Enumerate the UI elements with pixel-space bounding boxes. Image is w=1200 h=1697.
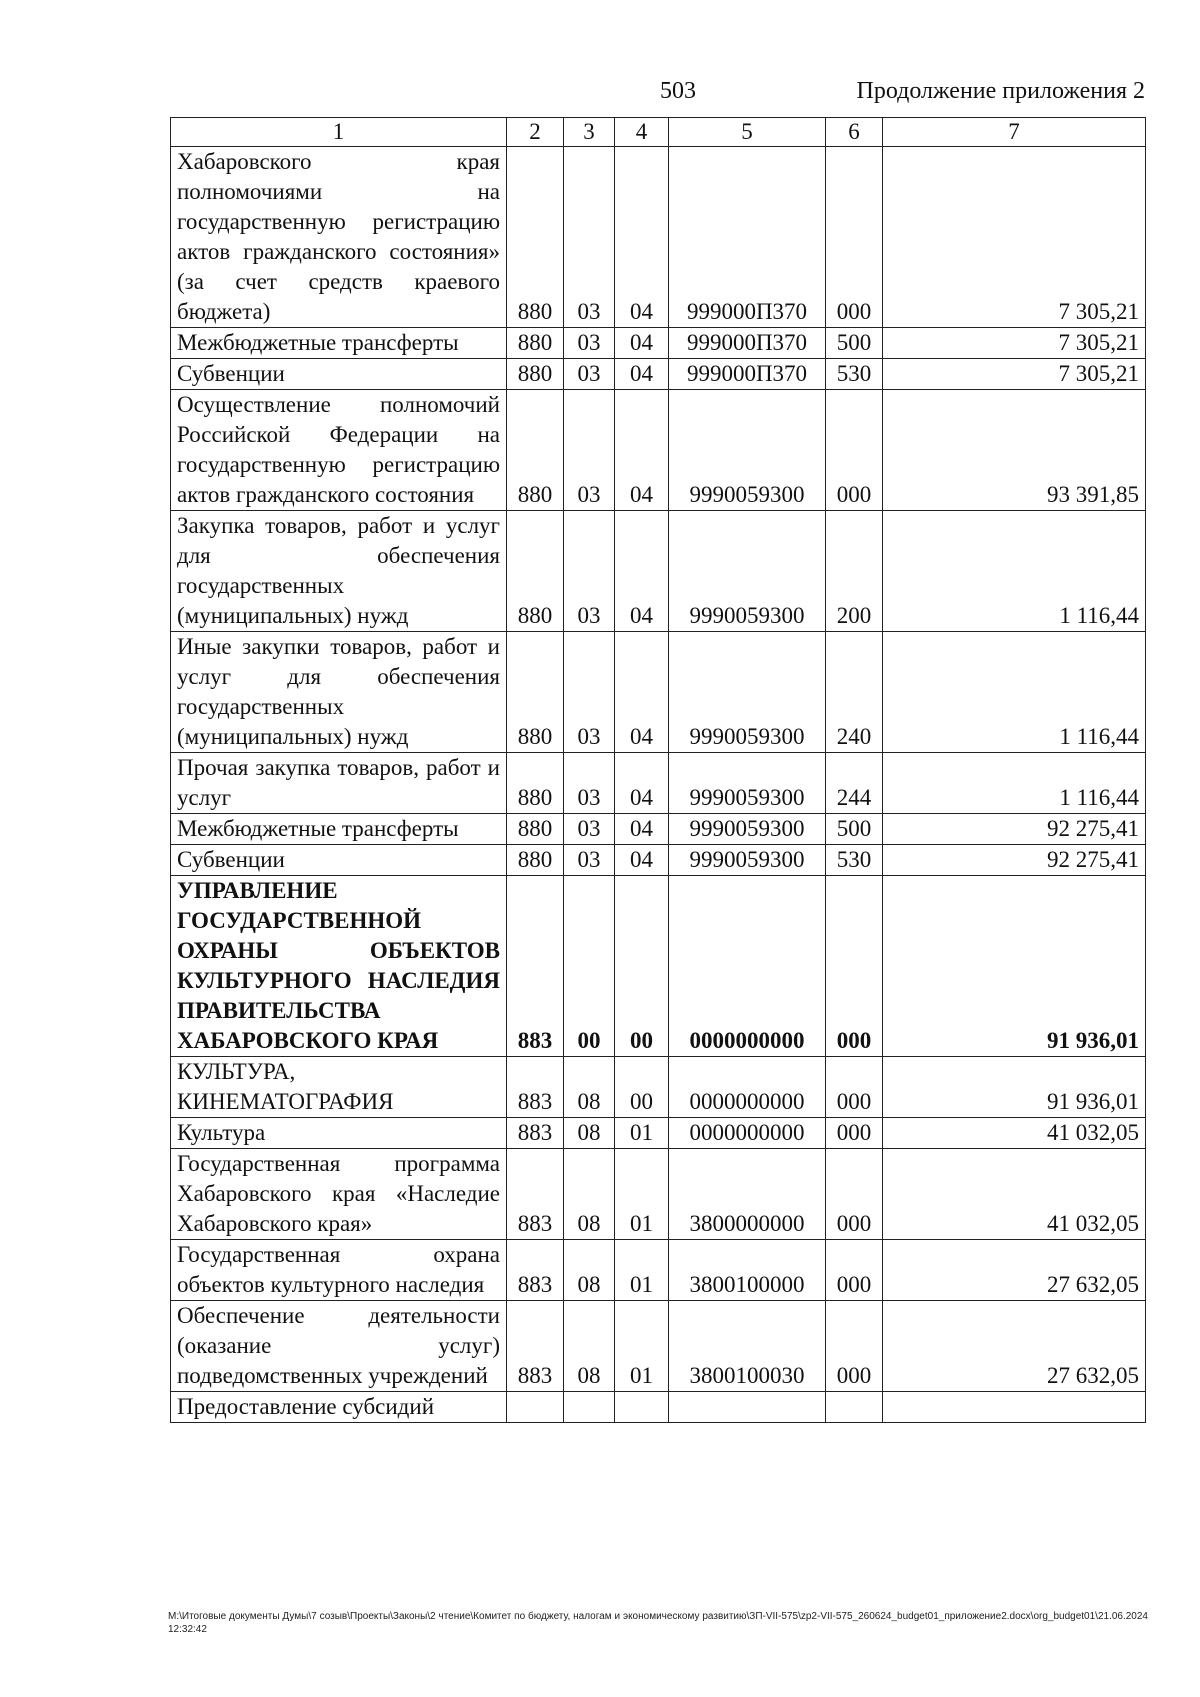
section-cell: 08 (564, 1057, 615, 1118)
table-row (171, 845, 1146, 876)
section-cell: 03 (564, 147, 615, 328)
expense-type-cell: 000 (826, 876, 883, 1057)
expense-type-cell: 000 (826, 147, 883, 328)
row-name-cell: Субвенции (171, 845, 507, 876)
code-cell: 883 (507, 1057, 564, 1118)
section-cell: 08 (564, 1240, 615, 1301)
target-article-cell: 9990059300 (669, 814, 826, 845)
subsection-cell: 01 (615, 1118, 669, 1149)
section-cell: 03 (564, 328, 615, 359)
amount-cell: 92 275,41 (883, 845, 1146, 876)
amount-cell: 41 032,05 (883, 1118, 1146, 1149)
amount-cell: 1 116,44 (883, 511, 1146, 632)
table-row (171, 328, 1146, 359)
subsection-cell: 04 (615, 845, 669, 876)
subsection-cell (615, 1392, 669, 1423)
section-cell: 03 (564, 632, 615, 753)
table-row (171, 876, 1146, 1057)
subsection-cell: 04 (615, 390, 669, 511)
row-name-cell: УПРАВЛЕНИЕ ГОСУДАРСТВЕННОЙ ОХРАНЫ ОБЪЕКТОВ КУЛЬТУРНОГО НАСЛЕДИЯ ПРАВИТЕЛЬСТВА ХАБАРОВСКОГО КРАЯ (171, 876, 507, 1057)
amount-cell: 7 305,21 (883, 147, 1146, 328)
amount-cell: 93 391,85 (883, 390, 1146, 511)
row-name-cell: Предоставление субсидий (171, 1392, 507, 1423)
row-name-cell: Межбюджетные трансферты (171, 814, 507, 845)
table-row (171, 1301, 1146, 1392)
column-header: 4 (615, 118, 669, 147)
subsection-cell: 00 (615, 876, 669, 1057)
subsection-cell: 04 (615, 511, 669, 632)
column-header: 7 (883, 118, 1146, 147)
expense-type-cell: 000 (826, 1149, 883, 1240)
subsection-cell: 04 (615, 328, 669, 359)
amount-cell: 27 632,05 (883, 1240, 1146, 1301)
row-name-cell: Межбюджетные трансферты (171, 328, 507, 359)
table-row (171, 1240, 1146, 1301)
row-name-cell: Государственная программа Хабаровского края «Наследие Хабаровского края» (171, 1149, 507, 1240)
section-cell: 00 (564, 876, 615, 1057)
target-article-cell: 3800100000 (669, 1240, 826, 1301)
subsection-cell: 00 (615, 1057, 669, 1118)
section-cell: 03 (564, 359, 615, 390)
target-article-cell: 9990059300 (669, 511, 826, 632)
table-row (171, 1057, 1146, 1118)
target-article-cell: 3800000000 (669, 1149, 826, 1240)
code-cell (507, 1392, 564, 1423)
table-row (171, 359, 1146, 390)
subsection-cell: 04 (615, 147, 669, 328)
code-cell: 883 (507, 1149, 564, 1240)
subsection-cell: 01 (615, 1301, 669, 1392)
table-row (171, 390, 1146, 511)
table-row (171, 511, 1146, 632)
amount-cell: 7 305,21 (883, 328, 1146, 359)
budget-table (170, 117, 1146, 1423)
table-row (171, 753, 1146, 814)
row-name-cell: Хабаровского края полномочиями на государственную регистрацию актов гражданского состояния» (за счет средств краевого бюджета) (171, 147, 507, 328)
table-header-row (171, 118, 1146, 147)
amount-cell: 7 305,21 (883, 359, 1146, 390)
amount-cell: 27 632,05 (883, 1301, 1146, 1392)
target-article-cell: 0000000000 (669, 1057, 826, 1118)
expense-type-cell: 000 (826, 1240, 883, 1301)
target-article-cell: 9990059300 (669, 845, 826, 876)
subsection-cell: 04 (615, 753, 669, 814)
amount-cell (883, 1392, 1146, 1423)
row-name-cell: Осуществление полномочий Российской Федерации на государственную регистрацию актов гражданского состояния (171, 390, 507, 511)
expense-type-cell: 000 (826, 390, 883, 511)
section-cell: 08 (564, 1118, 615, 1149)
amount-cell: 92 275,41 (883, 814, 1146, 845)
column-header: 3 (564, 118, 615, 147)
expense-type-cell: 244 (826, 753, 883, 814)
code-cell: 883 (507, 876, 564, 1057)
target-article-cell: 999000П370 (669, 359, 826, 390)
row-name-cell: Обеспечение деятельности (оказание услуг) подведомственных учреждений (171, 1301, 507, 1392)
row-name-cell: Субвенции (171, 359, 507, 390)
code-cell: 883 (507, 1118, 564, 1149)
amount-cell: 91 936,01 (883, 1057, 1146, 1118)
section-cell: 03 (564, 814, 615, 845)
subsection-cell: 04 (615, 632, 669, 753)
expense-type-cell: 500 (826, 814, 883, 845)
amount-cell: 41 032,05 (883, 1149, 1146, 1240)
section-cell: 03 (564, 845, 615, 876)
row-name-cell: Иные закупки товаров, работ и услуг для обеспечения государственных (муниципальных) нужд (171, 632, 507, 753)
table-body (171, 147, 1146, 1423)
subsection-cell: 01 (615, 1240, 669, 1301)
column-header: 6 (826, 118, 883, 147)
table-row (171, 632, 1146, 753)
page-number: 503 (660, 78, 696, 104)
code-cell: 880 (507, 814, 564, 845)
section-cell: 03 (564, 753, 615, 814)
continuation-label: Продолжение приложения 2 (856, 78, 1145, 104)
table-row (171, 1392, 1146, 1423)
amount-cell: 91 936,01 (883, 876, 1146, 1057)
subsection-cell: 04 (615, 814, 669, 845)
code-cell: 880 (507, 359, 564, 390)
code-cell: 883 (507, 1240, 564, 1301)
amount-cell: 1 116,44 (883, 753, 1146, 814)
row-name-cell: Закупка товаров, работ и услуг для обеспечения государственных (муниципальных) нужд (171, 511, 507, 632)
target-article-cell: 0000000000 (669, 1118, 826, 1149)
target-article-cell: 0000000000 (669, 876, 826, 1057)
section-cell: 08 (564, 1301, 615, 1392)
table-row (171, 147, 1146, 328)
row-name-cell: КУЛЬТУРА, КИНЕМАТОГРАФИЯ (171, 1057, 507, 1118)
section-cell: 03 (564, 511, 615, 632)
expense-type-cell: 200 (826, 511, 883, 632)
expense-type-cell (826, 1392, 883, 1423)
row-name-cell: Прочая закупка товаров, работ и услуг (171, 753, 507, 814)
target-article-cell: 999000П370 (669, 147, 826, 328)
code-cell: 880 (507, 632, 564, 753)
target-article-cell: 9990059300 (669, 632, 826, 753)
amount-cell: 1 116,44 (883, 632, 1146, 753)
file-path-footer: M:\Итоговые документы Думы\7 созыв\Проекты\Законы\2 чтение\Комитет по бюджету, налогам и экономическому развитию\ЗП-VII-575\zp2-VII-575_260624_budget01_приложение2.docx\org_budget01\21.06.2024 12:32:42 (168, 1611, 1148, 1635)
page-header (170, 78, 1145, 110)
expense-type-cell: 000 (826, 1118, 883, 1149)
target-article-cell: 9990059300 (669, 753, 826, 814)
table-row (171, 814, 1146, 845)
subsection-cell: 04 (615, 359, 669, 390)
section-cell (564, 1392, 615, 1423)
target-article-cell (669, 1392, 826, 1423)
code-cell: 880 (507, 147, 564, 328)
expense-type-cell: 000 (826, 1057, 883, 1118)
code-cell: 880 (507, 845, 564, 876)
table-row (171, 1118, 1146, 1149)
code-cell: 880 (507, 753, 564, 814)
target-article-cell: 3800100030 (669, 1301, 826, 1392)
expense-type-cell: 500 (826, 328, 883, 359)
expense-type-cell: 530 (826, 845, 883, 876)
table-row (171, 1149, 1146, 1240)
row-name-cell: Государственная охрана объектов культурного наследия (171, 1240, 507, 1301)
code-cell: 880 (507, 390, 564, 511)
code-cell: 883 (507, 1301, 564, 1392)
section-cell: 08 (564, 1149, 615, 1240)
code-cell: 880 (507, 328, 564, 359)
column-header: 2 (507, 118, 564, 147)
subsection-cell: 01 (615, 1149, 669, 1240)
expense-type-cell: 240 (826, 632, 883, 753)
section-cell: 03 (564, 390, 615, 511)
target-article-cell: 9990059300 (669, 390, 826, 511)
column-header: 5 (669, 118, 826, 147)
target-article-cell: 999000П370 (669, 328, 826, 359)
column-header: 1 (171, 118, 507, 147)
code-cell: 880 (507, 511, 564, 632)
expense-type-cell: 000 (826, 1301, 883, 1392)
expense-type-cell: 530 (826, 359, 883, 390)
row-name-cell: Культура (171, 1118, 507, 1149)
